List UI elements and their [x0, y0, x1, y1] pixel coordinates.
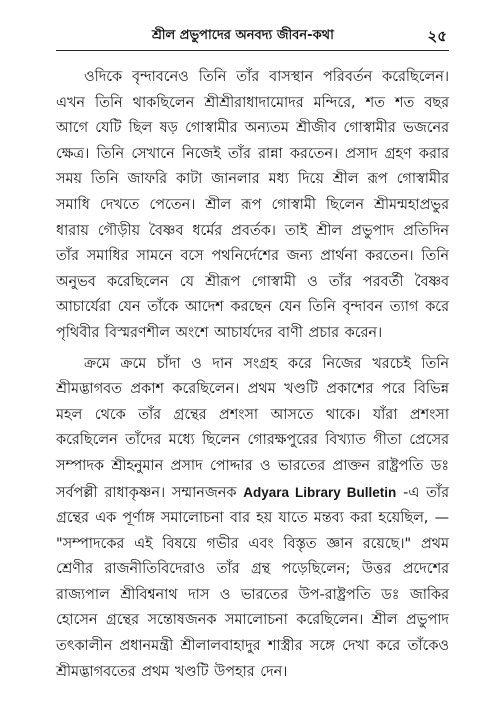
- paragraph-1: [56, 65, 449, 347]
- running-title: শ্রীল প্রভুপাদের অনবদ্য জীবন-কথা: [152, 28, 334, 43]
- page-number: ২৫: [427, 27, 447, 45]
- body-text: [56, 65, 449, 685]
- paragraph-2-text-before: ক্রমে ক্রমে চাঁদা ও দান সংগ্রহ করে নিজের খরচেই তিনি শ্রীমদ্ভাগবত প্রকাশ করেছিলেন। প্রথম খণ্ডটি প্রকাশের পরে বিভিন্ন মহল থেকে তাঁর গ্রন্থের প্রশংসা আসতে থাকে। যাঁরা প্রশংসা করেছিলেন তাঁদের মধ্যে ছিলেন গোরক্ষপুরের বিখ্যাত গীতা প্রেসের সম্পাদক শ্রীহনুমান প্রসাদ পোদ্দার ও ভারতের প্রাক্তন রাষ্ট্রপতি ডঃ সর্বপল্লী রাধাকৃষ্ণন। সম্মানজনক: [56, 355, 449, 501]
- journal-name: Adyara Library Bulletin: [243, 484, 397, 500]
- page-header: [56, 24, 449, 51]
- paragraph-1-text: ওদিকে বৃন্দাবনেও তিনি তাঁর বাসস্থান পরিবর্তন করেছিলেন। এখন তিনি থাকছিলেন শ্রীশ্রীরাধাদামোদর মন্দিরে, শত শত বছর আগে যেটি ছিল ষড় গোস্বামীর অন্যতম শ্রীজীব গোস্বামীর ভজনের ক্ষেত্র। তিনি সেখানে নিজেই তাঁর রান্না করতেন। প্রসাদ গ্রহণ করার সময় তিনি জাফরি কাটা জানলার মধ্য দিয়ে শ্রীল রূপ গোস্বামীর সমাধি দেখতে পেতেন। শ্রীল রূপ গোস্বামী ছিলেন শ্রীমন্মহাপ্রভুর ধারায় গৌড়ীয় বৈষ্ণব ধর্মের প্রবর্তক। তাই শ্রীল প্রভুপাদ প্রতিদিন তাঁর সমাধির সামনে বসে পথনির্দেশের জন্য প্রার্থনা করতেন। তিনি অনুভব করেছিলেন যে শ্রীরূপ গোস্বামী ও তাঁর পরবর্তী বৈষ্ণব আচার্যেরা যেন তাঁকে আদেশ করছেন যেন তিনি বৃন্দাবন ত্যাগ করে পৃথিবীর বিস্মরণশীল অংশে আচার্যদের বাণী প্রচার করেন।: [56, 69, 449, 341]
- paragraph-2-text-after: -এ তাঁর গ্রন্থের এক পূর্ণাঙ্গ সমালোচনা বার হয় যাতে মন্তব্য করা হয়েছিল, — "সম্পাদকের এই বিষয়ে গভীর এবং বিস্তৃত জ্ঞান রয়েছে।" প্রথম শ্রেণীর রাজনীতিবিদেরাও তাঁর গ্রন্থ পড়েছিলেন; উত্তর প্রদেশের রাজ্যপাল শ্রীবিশ্বনাথ দাস ও ভারতের উপ-রাষ্ট্রপতি ডঃ জাকির হোসেন গ্রন্থের সন্তোষজনক সমালোচনা করেছিলেন। শ্রীল প্রভুপাদ তৎকালীন প্রধানমন্ত্রী শ্রীলালবাহাদুর শাস্ত্রীর সঙ্গে দেখা করে তাঁকেও শ্রীমদ্ভাগবতের প্রথম খণ্ডটি উপহার দেন।: [56, 484, 449, 680]
- paragraph-2: [56, 352, 449, 686]
